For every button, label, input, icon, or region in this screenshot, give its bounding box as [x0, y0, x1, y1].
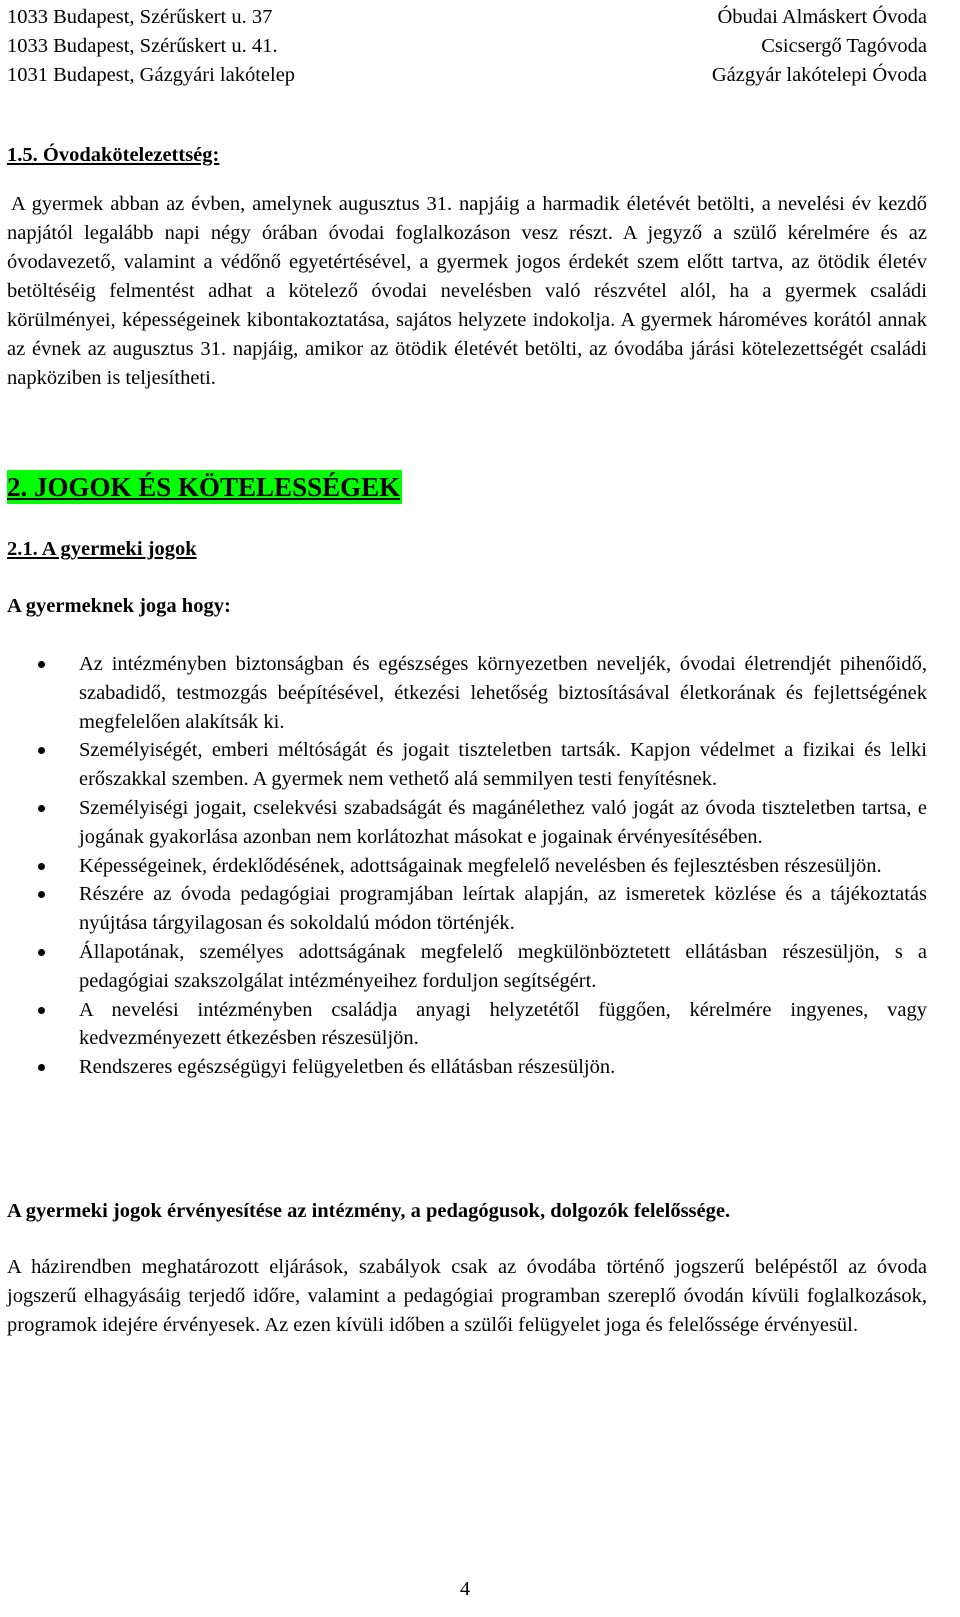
address-left: 1033 Budapest, Szérűskert u. 37	[7, 6, 273, 28]
institution-name: Csicsergő Tagóvoda	[761, 35, 927, 57]
list-item: Képességeinek, érdeklődésének, adottságainak megfelelő nevelésben és fejlesztésben részesüljön.	[7, 852, 927, 881]
page-number: 4	[459, 1578, 471, 1600]
bullet-icon	[38, 661, 45, 668]
section-1-5-paragraph: A gyermek abban az évben, amelynek augusztus 31. napjáig a harmadik életévét betölti, a nevelési év kezdő napjától legalább napi négy órában óvodai foglalkozáson vesz részt. A jegyző a szülő kérelmére és az óvodavezető, valamint a védőnő egyetértésével, a gyermek jogos érdekét szem előtt tartva, az ötödik életév betöltéséig felmentést adhat a kötelező óvodai nevelésben való részvétel alól, ha a gyermek családi körülményei, képességeinek kibontakoztatása, sajátos helyzete indokolja. A gyermek hároméves korától annak az évnek az augusztus 31. napjáig, amikor az ötödik életévét betölti, az óvodába járási kötelezettségét családi napköziben is teljesítheti.	[7, 193, 927, 389]
closing-paragraph: A házirendben meghatározott eljárások, szabályok csak az óvodába történő jogszerű belépéstől az óvoda jogszerű elhagyásáig terjedő időre, valamint a pedagógiai programban szereplő óvodán kívüli foglalkozások, programok idejére érvényesek. Az ezen kívüli időben a szülői felügyelet joga és felelőssége érvényesül.	[7, 1256, 927, 1336]
bullet-icon	[38, 805, 45, 812]
list-item: Személyiségi jogait, cselekvési szabadságát és magánélethez való jogát az óvoda tiszteletben tartsa, e jogának gyakorlása azonban nem korlátozhat másokat e jogainak érvényesítésében.	[7, 794, 927, 852]
address-header	[7, 3, 927, 90]
bullet-icon	[38, 891, 45, 898]
bullet-icon	[38, 1007, 45, 1014]
address-left: 1033 Budapest, Szérűskert u. 41.	[7, 35, 278, 57]
bullet-icon	[38, 949, 45, 956]
responsibility-heading: A gyermeki jogok érvényesítése az intézmény, a pedagógusok, dolgozók felelőssége.	[7, 1200, 731, 1222]
rights-intro: A gyermeknek joga hogy:	[7, 595, 231, 617]
bullet-icon	[38, 863, 45, 870]
bullet-icon	[38, 747, 45, 754]
list-item: Állapotának, személyes adottságának megfelelő megkülönböztetett ellátásban részesüljön, s a pedagógiai szakszolgálat intézményeihez forduljon segítségért.	[7, 938, 927, 996]
chapter-2-title: 2. JOGOK ÉS KÖTELESSÉGEK	[7, 472, 401, 502]
section-2-1-title: 2.1. A gyermeki jogok	[7, 538, 197, 560]
address-row	[7, 61, 927, 90]
list-item: Részére az óvoda pedagógiai programjában leírtak alapján, az ismeretek közlése és a tájékoztatás nyújtása tárgyilagosan és sokoldalú módon történjék.	[7, 880, 927, 938]
institution-name: Óbudai Almáskert Óvoda	[717, 6, 927, 28]
address-left: 1031 Budapest, Gázgyári lakótelep	[7, 64, 296, 86]
section-1-5-title: 1.5. Óvodakötelezettség:	[7, 144, 220, 166]
list-item: Az intézményben biztonságban és egészséges környezetben neveljék, óvodai életrendjét pihenőidő, szabadidő, testmozgás beépítésével, étkezési lehetőség biztosításával életkorának és fejlettségének megfelelően alakítsák ki.	[7, 650, 927, 736]
institution-name: Gázgyár lakótelepi Óvoda	[711, 64, 927, 86]
list-item: A nevelési intézményben családja anyagi helyzetétől függően, kérelmére ingyenes, vagy kedvezményezett étkezésben részesüljön.	[7, 996, 927, 1054]
list-item: Rendszeres egészségügyi felügyeletben és ellátásban részesüljön.	[7, 1053, 927, 1082]
rights-list	[7, 650, 927, 1082]
address-row	[7, 32, 927, 61]
list-item: Személyiségét, emberi méltóságát és jogait tiszteletben tartsák. Kapjon védelmet a fizikai és lelki erőszakkal szemben. A gyermek nem vethető alá semmilyen testi fenyítésnek.	[7, 736, 927, 794]
bullet-icon	[38, 1064, 45, 1071]
address-row	[7, 3, 927, 32]
